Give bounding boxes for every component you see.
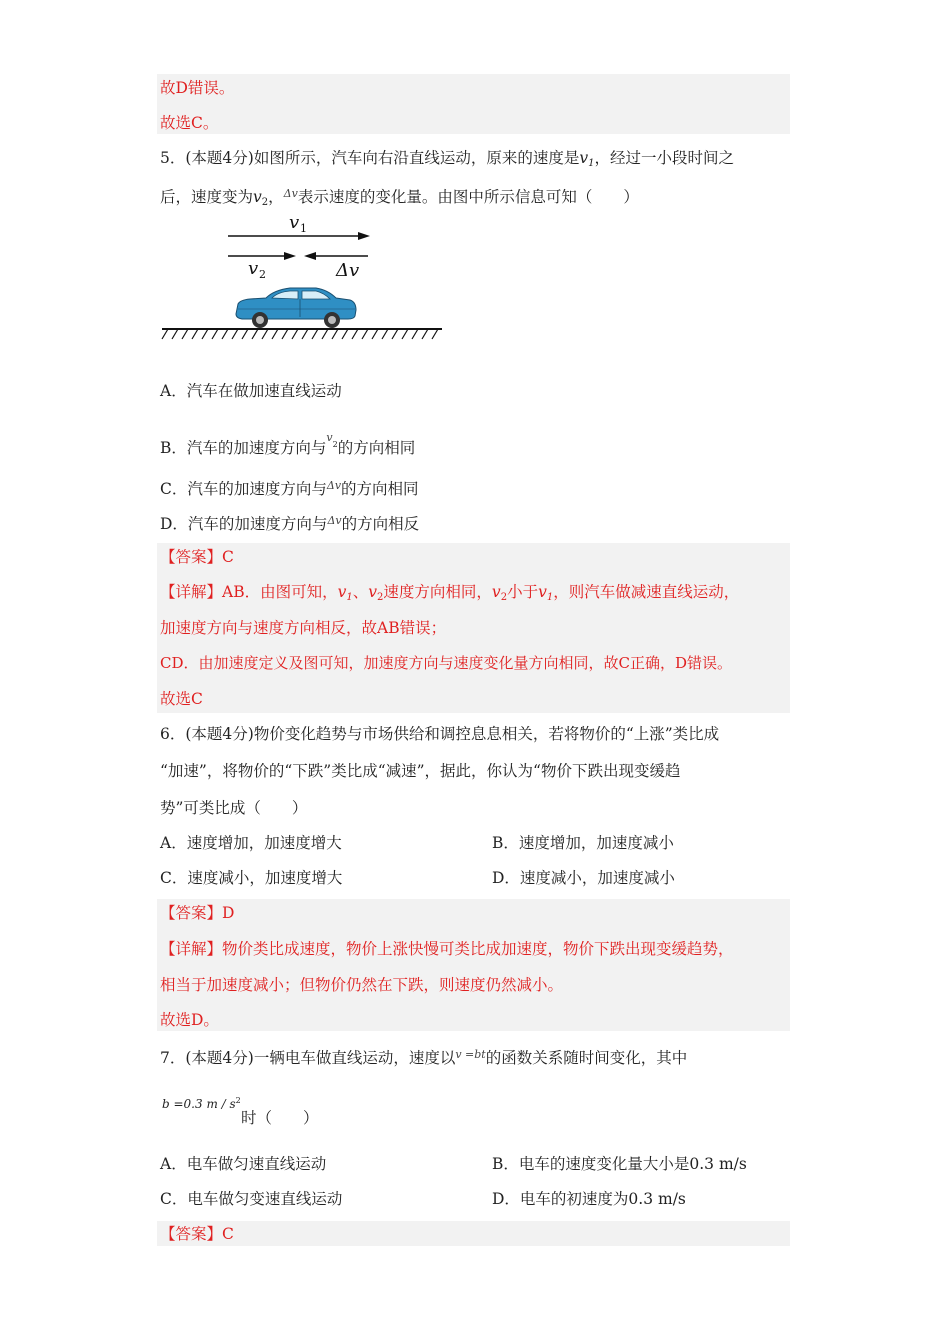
q6-stem-line-2: “加速”，将物价的“下跌”类比成“减速”，据此，你认为“物价下跌出现变缓趋 (160, 762, 681, 780)
figure-label-v2: v (248, 258, 259, 279)
figure-label-v2-sub: 2 (259, 268, 266, 281)
q6-detail-line-1: 【详解】物价类比成速度，物价上涨快慢可类比成加速度，物价下跌出现变缓趋势， (160, 940, 734, 958)
ground-hatch (162, 329, 438, 339)
prev-choice: 故选C。 (160, 114, 219, 132)
q5-detail-line-3: CD．由加速度定义及图可知，加速度方向与速度变化量方向相同，故C正确，D错误。 (160, 654, 733, 672)
q5-option-a: A．汽车在做加速直线运动 (160, 382, 342, 400)
q7-stem-line-2: 时（ ） (241, 1109, 319, 1127)
q6-option-c: C．速度减小，加速度增大 (160, 869, 343, 887)
q5-detail-line-1: 【详解】AB．由图可知，$v_1$、$v_2$速度方向相同，$v_2$小于$v_1$，则汽车做减速直线运动， (160, 583, 740, 603)
q5-car-figure (158, 208, 448, 343)
q6-option-d: D．速度减小，加速度减小 (492, 869, 675, 887)
q7-option-b: B．电车的速度变化量大小是0.3 m/s (492, 1155, 747, 1173)
q6-option-b: B．速度增加，加速度减小 (492, 834, 674, 852)
q7-stem-line-1: 7．(本题4分)一辆电车做直线运动，速度以$^{v =bt}$的函数关系随时间变化，其中 (160, 1048, 688, 1067)
q5-detail-line-2: 加速度方向与速度方向相反，故AB错误； (160, 619, 447, 637)
q6-stem-line-3: 势”可类比成（ ） (160, 799, 308, 817)
q6-detail-line-2: 相当于加速度减小；但物价仍然在下跌，则速度仍然减小。 (160, 976, 564, 994)
q7-option-a: A．电车做匀速直线运动 (160, 1155, 327, 1173)
figure-label-v1-sub: 1 (300, 222, 307, 235)
q5-option-b: B．汽车的加速度方向与$^{v2}$的方向相同 (160, 431, 416, 457)
q6-choice: 故选D。 (160, 1011, 219, 1029)
car-icon (236, 288, 356, 328)
q5-option-c: C．汽车的加速度方向与$^{\Delta v}$的方向相同 (160, 479, 419, 498)
q5-stem-line-1: 5．(本题4分)如图所示，汽车向右沿直线运动，原来的速度是$v_1$，经过一小段时间之 (160, 149, 734, 169)
q6-answer: 【答案】D (160, 904, 235, 922)
figure-label-v1: v (289, 212, 300, 233)
prev-conclusion: 故D错误。 (160, 79, 235, 97)
q5-option-d: D．汽车的加速度方向与$^{\Delta v}$的方向相反 (160, 514, 420, 533)
q7-option-d: D．电车的初速度为0.3 m/s (492, 1190, 686, 1208)
q6-option-a: A．速度增加，加速度增大 (160, 834, 342, 852)
q7-answer: 【答案】C (160, 1225, 234, 1243)
q5-answer: 【答案】C (160, 548, 234, 566)
q7-option-c: C．电车做匀变速直线运动 (160, 1190, 343, 1208)
q5-choice: 故选C (160, 690, 203, 708)
figure-label-dv: Δv (336, 260, 360, 281)
q6-stem-line-1: 6．(本题4分)物价变化趋势与市场供给和调控息息相关，若将物价的“上涨”类比成 (160, 725, 720, 743)
q7-formula-b: b =0.3 m / $s^2$ (162, 1096, 241, 1111)
q5-stem-line-2: 后，速度变为$v_2$，$^{\Delta v}$表示速度的变化量。由图中所示信息可知（ ） (160, 187, 639, 208)
